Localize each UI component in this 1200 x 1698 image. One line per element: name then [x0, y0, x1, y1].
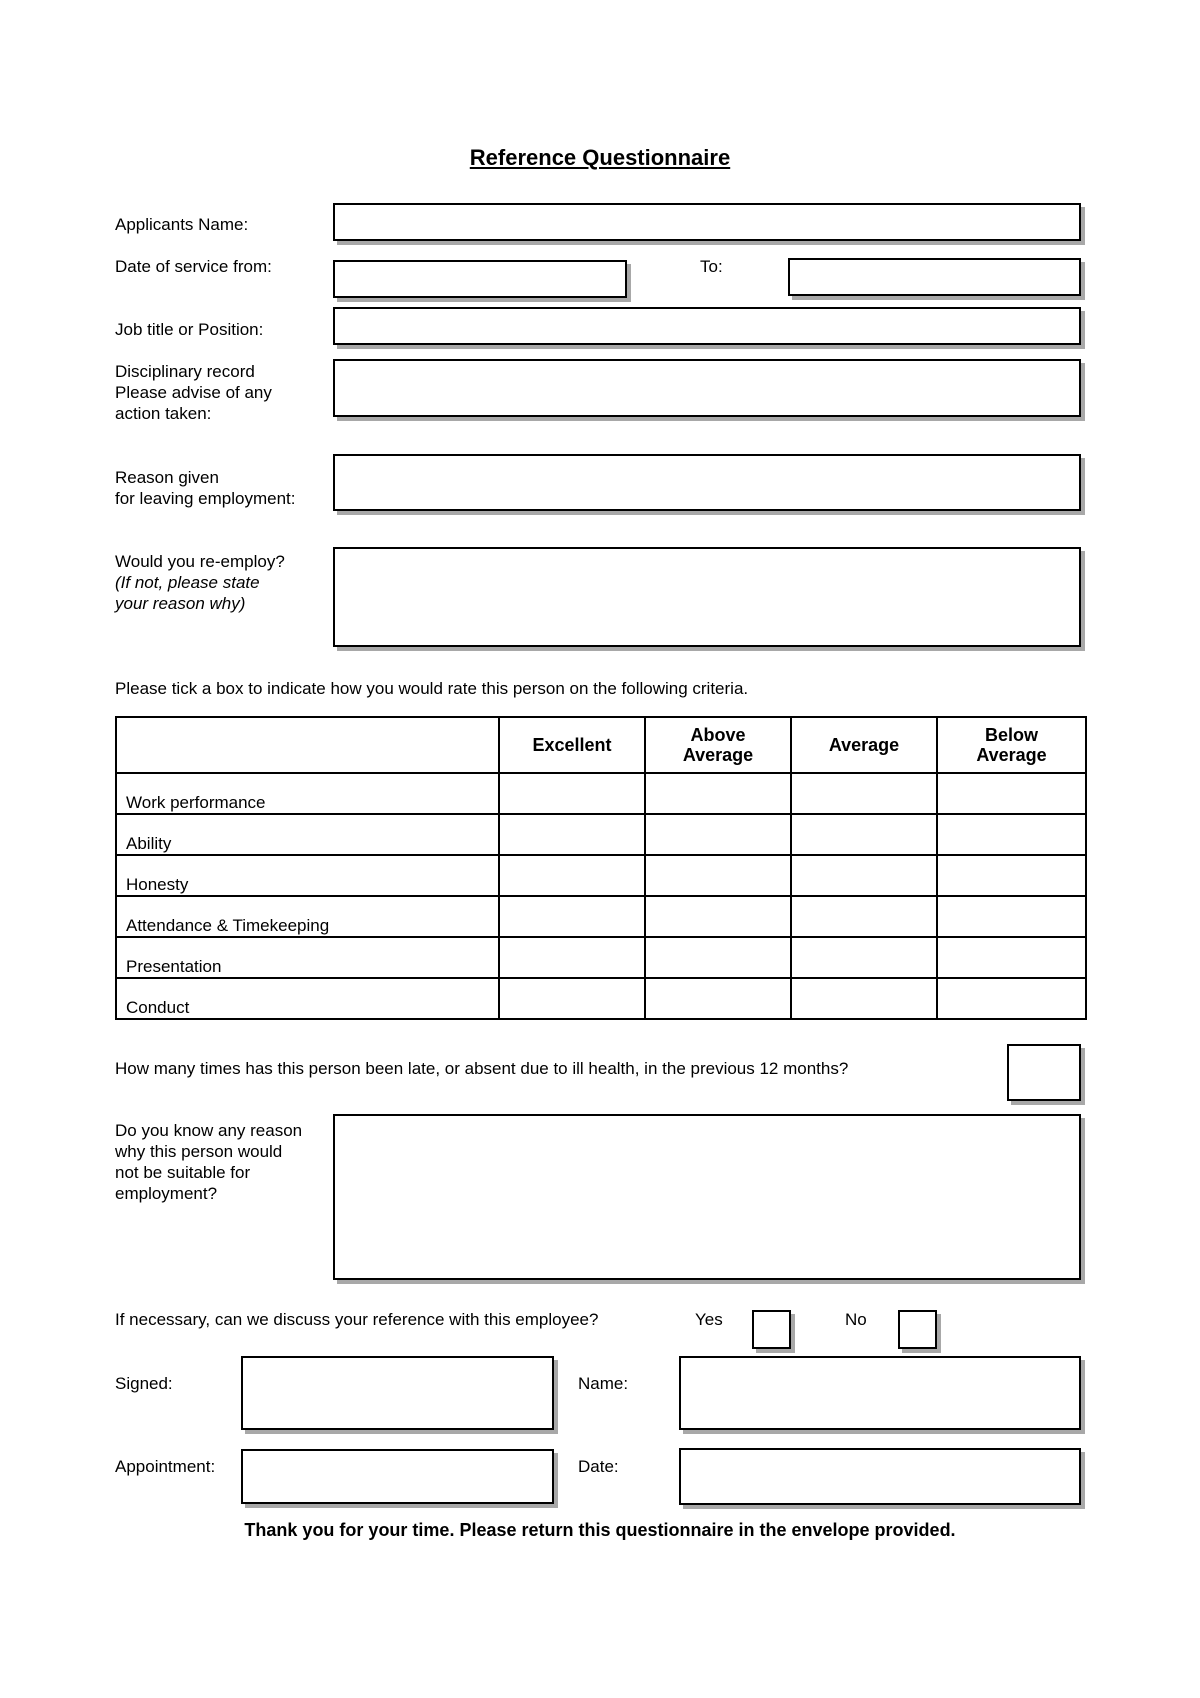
rating-cell[interactable]: [937, 896, 1086, 937]
appointment-label: Appointment:: [115, 1457, 216, 1476]
rating-cell[interactable]: [791, 814, 937, 855]
rating-cell[interactable]: [499, 896, 645, 937]
rating-cell[interactable]: [937, 773, 1086, 814]
suitability-question: Do you know any reason why this person would not be suitable for employment?: [115, 1121, 303, 1203]
reason-leaving-label: Reason given for leaving employment:: [115, 468, 296, 508]
rating-cell[interactable]: [937, 855, 1086, 896]
rating-cell[interactable]: [645, 937, 791, 978]
suitability-field[interactable]: [333, 1114, 1081, 1280]
criterion-label: Attendance & Timekeeping: [116, 896, 499, 937]
rating-cell[interactable]: [937, 978, 1086, 1019]
criterion-label: Ability: [116, 814, 499, 855]
column-header: Below Average: [937, 717, 1086, 773]
page-title: Reference Questionnaire: [469, 145, 731, 170]
rating-cell[interactable]: [791, 896, 937, 937]
yes-label: Yes: [695, 1310, 723, 1329]
rating-table: [115, 716, 1087, 1020]
no-checkbox[interactable]: [898, 1310, 937, 1349]
table-row: [116, 978, 1086, 1019]
rating-cell[interactable]: [645, 773, 791, 814]
reemploy-note: (If not, please state your reason why): [115, 573, 260, 613]
date-label: Date:: [578, 1457, 619, 1476]
late-count-field[interactable]: [1007, 1044, 1081, 1101]
rating-cell[interactable]: [499, 978, 645, 1019]
rating-cell[interactable]: [499, 773, 645, 814]
rating-cell[interactable]: [791, 937, 937, 978]
rating-cell[interactable]: [499, 814, 645, 855]
table-row: [116, 937, 1086, 978]
criterion-label: Honesty: [116, 855, 499, 896]
date-to-field[interactable]: [788, 258, 1081, 296]
signature-field[interactable]: [241, 1356, 554, 1430]
discuss-question: If necessary, can we discuss your reference with this employee?: [115, 1310, 599, 1329]
rating-instruction: Please tick a box to indicate how you would rate this person on the following criteria.: [115, 679, 749, 698]
disciplinary-field[interactable]: [333, 359, 1081, 417]
signed-label: Signed:: [115, 1374, 173, 1393]
no-label: No: [845, 1310, 867, 1329]
late-question: How many times has this person been late, or absent due to ill health, in the previous 12 months?: [115, 1059, 849, 1078]
table-row: [116, 773, 1086, 814]
reemploy-field[interactable]: [333, 547, 1081, 647]
table-row: [116, 855, 1086, 896]
rating-cell[interactable]: [645, 978, 791, 1019]
rating-cell[interactable]: [645, 855, 791, 896]
reason-leaving-field[interactable]: [333, 454, 1081, 511]
criterion-label: Conduct: [116, 978, 499, 1019]
column-header: Excellent: [499, 717, 645, 773]
date-from-label: Date of service from:: [115, 257, 272, 276]
reemploy-label: Would you re-employ?: [115, 552, 285, 571]
date-to-label: To:: [700, 257, 723, 276]
yes-checkbox[interactable]: [752, 1310, 791, 1349]
rating-header-blank: [116, 717, 499, 773]
name-field[interactable]: [679, 1356, 1081, 1430]
rating-cell[interactable]: [937, 937, 1086, 978]
name-label: Name:: [578, 1374, 629, 1393]
rating-cell[interactable]: [499, 937, 645, 978]
applicant-name-field[interactable]: [333, 203, 1081, 241]
rating-cell[interactable]: [937, 814, 1086, 855]
column-header: Average: [791, 717, 937, 773]
job-title-label: Job title or Position:: [115, 320, 264, 339]
appointment-field[interactable]: [241, 1449, 554, 1504]
table-row: [116, 896, 1086, 937]
date-from-field[interactable]: [333, 260, 627, 298]
rating-cell[interactable]: [791, 773, 937, 814]
disciplinary-label: Disciplinary record Please advise of any action taken:: [115, 362, 272, 423]
rating-cell[interactable]: [499, 855, 645, 896]
date-field[interactable]: [679, 1448, 1081, 1505]
criterion-label: Work performance: [116, 773, 499, 814]
criterion-label: Presentation: [116, 937, 499, 978]
rating-cell[interactable]: [791, 978, 937, 1019]
column-header: Above Average: [645, 717, 791, 773]
job-title-field[interactable]: [333, 307, 1081, 345]
rating-cell[interactable]: [645, 896, 791, 937]
table-row: [116, 814, 1086, 855]
applicant-name-label: Applicants Name:: [115, 215, 249, 234]
thank-you-note: Thank you for your time. Please return this questionnaire in the envelope provided.: [244, 1520, 956, 1540]
rating-cell[interactable]: [791, 855, 937, 896]
rating-cell[interactable]: [645, 814, 791, 855]
